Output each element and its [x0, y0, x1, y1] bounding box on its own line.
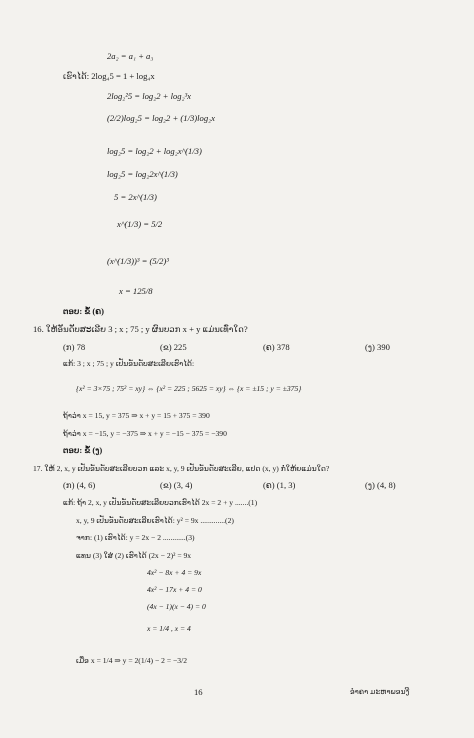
q16-system: {x² = 3×75 ; 75² = xy} ⇔ {x² = 225 ; 5625 = xy} ⇔ {x = ±15 ; y = ±375} [76, 384, 302, 393]
q16-option-c: (ຄ) 378 [263, 342, 290, 352]
q16-case-2: ຖ້າວ່າ x = −15, y = −375 ⇒ x + y = −15 − 375 = −390 [63, 429, 227, 438]
footer-author: ອໍາຄາ ມະຫາພອນງີ [350, 687, 410, 696]
q17-solution-line: ແກ້: ຖ້າ 2, x, y ເປັນອັນດັບສະເລີຍບວກເຮົາໄດ້ 2x = 2 + y .......(1) [63, 498, 258, 507]
q17-option-d: (ງ) (4, 8) [365, 480, 396, 490]
q16-case-1: ຖ້າວ່າ x = 15, y = 375 ⇒ x + y = 15 + 375 = 390 [63, 411, 210, 420]
q17-solution-line: ເມື່ອ x = 1/4 ⇒ y = 2(1/4) − 2 = −3/2 [76, 656, 187, 665]
q16-option-b: (ຂ) 225 [160, 342, 187, 352]
q17-option-c: (ຄ) (1, 3) [263, 480, 296, 490]
answer-15: ຕອບ: ຂໍ້ (ຄ) [63, 306, 104, 316]
q17-solution-line: 4x² − 8x + 4 = 9x [147, 568, 202, 577]
q17-solution-line: x, y, 9 ເປັນອັນດັບສະເລີຍເຮົາໄດ້: y² = 9x .............(2) [76, 516, 234, 525]
q17-solution-line: 4x² − 17x + 4 = 0 [147, 585, 202, 594]
q16-solution-intro: ແກ້: 3 ; x ; 75 ; y ເປັນອັນດັບສະເລີຍເຮົາໄດ້: [63, 359, 195, 368]
solution-line: x^(1/3) = 5/2 [117, 219, 163, 229]
solution-line: x = 125/8 [119, 286, 153, 296]
q17-solution-line: (4x − 1)(x − 4) = 0 [147, 602, 206, 611]
question-16: 16. ໃຫ້ອັນດັບສະເລີຍ 3 ; x ; 75 ; y ຜົນບວກ x + y ແມ່ນເທົ່າໃດ? [33, 324, 248, 334]
q17-solution-line: x = 1/4 , x = 4 [147, 624, 191, 633]
q16-option-a: (ກ) 78 [63, 342, 86, 352]
question-17: 17. ໃຫ້ 2, x, y ເປັນອັນດັບສະເລີຍບວກ ແລະ x, y, 9 ເປັນອັນດັບສະເລີຍ, ແປດ (x, y) ກໍ່ໃຫ້ຍແມ່ນໃດ? [33, 464, 330, 473]
solution-line: log₂5 = log₂2x^(1/3) [107, 169, 178, 179]
answer-16: ຕອບ: ຂໍ້ (ງ) [63, 445, 103, 455]
q17-solution-line: ຈາກ: (1) ເຮົາໄດ້: y = 2x − 2 ............(3) [76, 533, 195, 542]
q17-solution-line: ແທນ (3) ໃສ່ (2) ເຮົາໄດ້ (2x − 2)² = 9x [76, 551, 192, 560]
solution-line: 2a₂ = a₁ + a₃ [107, 51, 154, 61]
q16-option-d: (ງ) 390 [365, 342, 390, 352]
solution-line: (2/2)log₂5 = log₂2 + (1/3)log₂x [107, 113, 215, 123]
solution-line: 5 = 2x^(1/3) [114, 192, 157, 202]
q17-option-b: (ຂ) (3, 4) [160, 480, 193, 490]
solution-line: (x^(1/3))³ = (5/2)³ [107, 256, 169, 266]
solution-line: log₂5 = log₂2 + log₂x^(1/3) [107, 146, 202, 156]
q17-option-a: (ກ) (4, 6) [63, 480, 96, 490]
page-number: 16 [194, 687, 203, 697]
solution-line: ເຮົາໄດ້: 2log₄5 = 1 + log₄x [63, 71, 155, 81]
solution-line: 2log₂²5 = log₂2 + log₂³x [107, 91, 191, 101]
